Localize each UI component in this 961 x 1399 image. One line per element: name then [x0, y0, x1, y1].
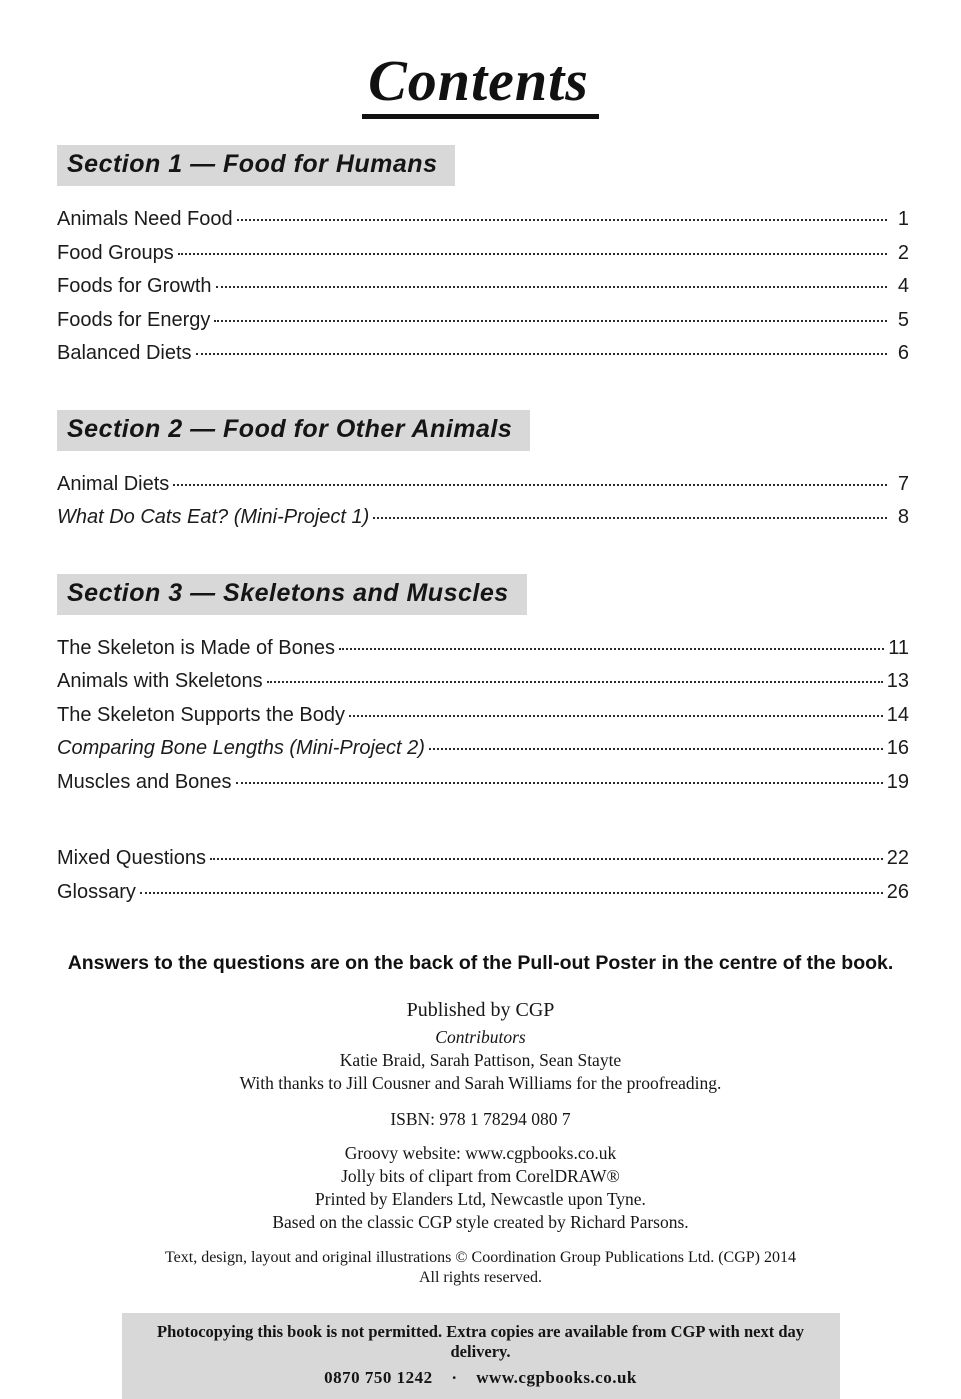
toc-section-3 — [57, 574, 909, 793]
toc-entry-page-number: 8 — [897, 506, 909, 528]
section-header-label: Section 2 — Food for Other Animals — [67, 414, 513, 443]
rights-line: All rights reserved. — [418, 1269, 543, 1286]
toc-entry — [57, 772, 909, 793]
dot-leader — [140, 892, 883, 894]
toc-entry-label: The Skeleton is Made of Bones — [57, 636, 335, 659]
printer-line: Printed by Elanders Ltd, Newcastle upon Tyne. — [315, 1189, 646, 1209]
answers-note: Answers to the questions are on the back of the Pull-out Poster in the centre of the book. — [67, 952, 894, 974]
toc-entry — [57, 638, 909, 659]
toc-entry-label: Animals with Skeletons — [57, 670, 263, 692]
dot-leader — [373, 517, 887, 519]
toc-entry-page-number: 26 — [886, 880, 909, 903]
section-header-bar — [57, 574, 527, 615]
toc-entry-page-number: 5 — [897, 308, 909, 331]
toc-entry-page-number: 7 — [897, 472, 909, 495]
toc-entry-page-number: 6 — [897, 342, 909, 364]
toc-entry-page-number: 16 — [886, 737, 909, 759]
toc-entry-label: What Do Cats Eat? (Mini-Project 1) — [57, 506, 370, 528]
toc-entry-page-number: 14 — [886, 703, 909, 726]
website-line: Groovy website: www.cgpbooks.co.uk — [344, 1143, 617, 1163]
toc-entry — [57, 343, 909, 364]
toc-entry — [57, 209, 909, 230]
toc-entry-page-number: 1 — [897, 208, 909, 230]
dot-leader — [210, 858, 883, 860]
photocopy-notice-box — [122, 1313, 840, 1399]
dot-separator: · — [451, 1368, 458, 1387]
contributors-names: Katie Braid, Sarah Pattison, Sean Stayte — [339, 1050, 622, 1070]
photocopy-notice-text: Photocopying this book is not permitted. Extra copies are available from CGP with next day delivery. — [156, 1322, 804, 1361]
page-title: Contents — [362, 52, 599, 119]
toc-extra-group — [57, 848, 909, 902]
clipart-line: Jolly bits of clipart from CorelDRAW® — [341, 1166, 620, 1186]
toc-entry-label: Mixed Questions — [57, 847, 206, 869]
toc-entry — [57, 474, 909, 495]
dot-leader — [339, 648, 884, 650]
toc-entry — [57, 671, 909, 692]
toc-entry — [57, 276, 909, 297]
thanks-line: With thanks to Jill Cousner and Sarah Williams for the proofreading. — [239, 1073, 722, 1093]
dot-leader — [429, 748, 883, 750]
dot-leader — [267, 681, 883, 683]
toc-entry — [57, 738, 909, 759]
title-wrap — [0, 0, 961, 119]
style-credit-line: Based on the classic CGP style created by Richard Parsons. — [272, 1212, 689, 1232]
dot-leader — [173, 484, 887, 486]
dot-leader — [237, 219, 887, 221]
dot-leader — [216, 286, 887, 288]
dot-leader — [196, 353, 887, 355]
section-header-label: Section 3 — Skeletons and Muscles — [67, 578, 509, 607]
toc — [0, 145, 961, 902]
dot-leader — [178, 253, 887, 255]
dot-leader — [236, 782, 883, 784]
footer-website: www.cgpbooks.co.uk — [476, 1368, 637, 1387]
toc-section-1 — [57, 145, 909, 364]
toc-entry — [57, 507, 909, 528]
isbn-line: ISBN: 978 1 78294 080 7 — [390, 1109, 571, 1129]
dot-leader — [214, 320, 887, 322]
copyright-line: Text, design, layout and original illustrations © Coordination Group Publications Ltd. (CGP) 2014 — [165, 1249, 796, 1266]
section-header-bar — [57, 410, 530, 451]
toc-entry-label: Animal Diets — [57, 472, 170, 495]
toc-entry-label: The Skeleton Supports the Body — [57, 703, 345, 726]
toc-section-2 — [57, 410, 909, 528]
toc-entry — [57, 882, 909, 903]
toc-entry-page-number: 22 — [886, 847, 909, 869]
imprint-block — [0, 999, 961, 1287]
dot-leader — [349, 715, 883, 717]
toc-entry-page-number: 2 — [897, 241, 909, 264]
toc-entry — [57, 310, 909, 331]
published-by: Published by CGP — [406, 999, 555, 1021]
contact-line — [134, 1368, 828, 1388]
toc-entry-label: Foods for Energy — [57, 308, 211, 331]
contributors-heading: Contributors — [435, 1027, 526, 1047]
toc-entry-page-number: 19 — [886, 770, 909, 793]
toc-entry-label: Comparing Bone Lengths (Mini-Project 2) — [57, 737, 425, 759]
toc-entry-page-number: 4 — [897, 275, 909, 297]
section-header-bar — [57, 145, 455, 186]
section-header-label: Section 1 — Food for Humans — [67, 150, 438, 178]
toc-entry-label: Foods for Growth — [57, 275, 212, 297]
toc-entry — [57, 848, 909, 869]
toc-entry-page-number: 11 — [888, 636, 909, 659]
toc-entry-label: Balanced Diets — [57, 342, 192, 364]
toc-entry-label: Animals Need Food — [57, 208, 233, 230]
toc-entry — [57, 705, 909, 726]
toc-entry — [57, 243, 909, 264]
toc-entry-page-number: 13 — [886, 670, 909, 692]
toc-entry-label: Food Groups — [57, 241, 174, 264]
phone-number: 0870 750 1242 — [324, 1368, 433, 1387]
toc-entry-label: Glossary — [57, 880, 136, 903]
toc-entry-label: Muscles and Bones — [57, 770, 232, 793]
